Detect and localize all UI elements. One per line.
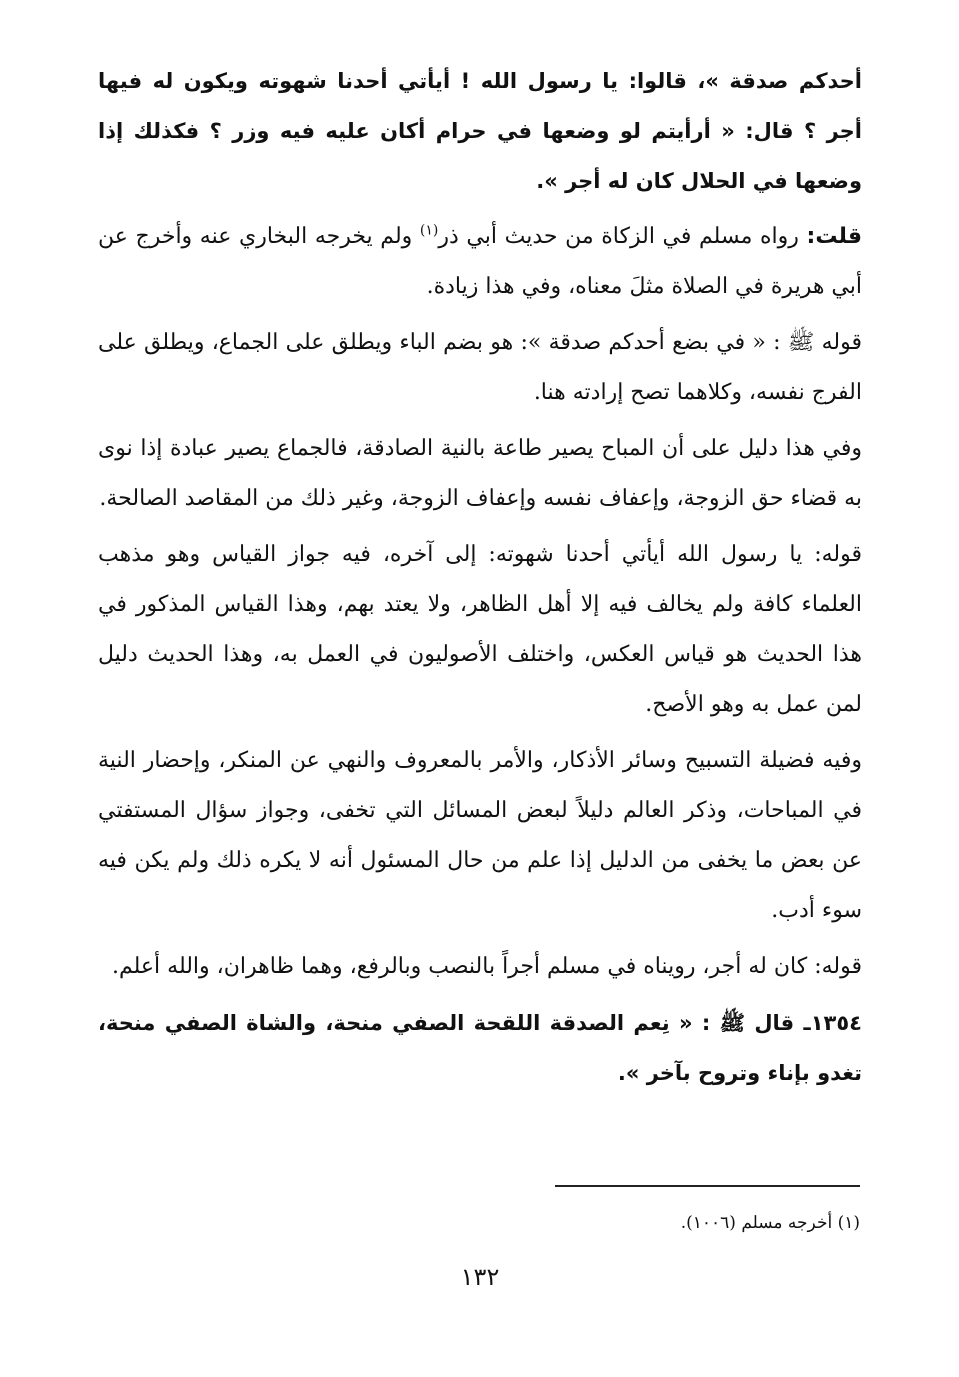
footnote-divider (555, 1185, 860, 1187)
footnote: (١) أخرجه مسلم (١٠٠٦). (680, 1213, 860, 1233)
commentary-source-paragraph (98, 212, 862, 312)
commentary-word-meaning: قوله ﷺ : « في بضع أحدكم صدقة »: هو بضم الباء ويطلق على الجماع، ويطلق على الفرج نفسه، وكلاهما تصح إرادته هنا. (98, 330, 862, 405)
commentary-benefits: وفيه فضيلة التسبيح وسائر الأذكار، والأمر بالمعروف والنهي عن المنكر، وإحضار النية في المباحات، وذكر العالم دليلاً لبعض المسائل التي تخفى، وجواز سؤال المستفتي عن بعض ما يخفى من الدليل إذا علم من حال المسئول أنه لا يكره ذلك ولم يكن فيه سوء أدب. (98, 748, 862, 923)
commentary-intention: وفي هذا دليل على أن المباح يصير طاعة بالنية الصادقة، فالجماع يصير عبادة إذا نوى به قضاء حق الزوجة، وإعفاف نفسه وإعفاف الزوجة، وغير ذلك من المقاصد الصالحة. (98, 436, 862, 511)
commentary-lead: قلت: (806, 224, 862, 249)
hadith-text-continued: أحدكم صدقة »، قالوا: يا رسول الله ! أيأتي أحدنا شهوته ويكون له فيها أجر ؟ قال: « أرأيتم لو وضعها في حرام أكان عليه فيه وزر ؟ فكذلك إذا وضعها في الحلال كان له أجر ». (98, 69, 862, 193)
commentary-source-text-after: ولم يخرجه البخاري عنه وأخرج عن أبي هريرة في الصلاة مثلَ معناه، وفي هذا زيادة. (98, 224, 862, 299)
page-number: ١٣٢ (460, 1263, 500, 1291)
footnote-reference: (١) (419, 222, 439, 239)
hadith-1354: ١٣٥٤ـ قال ﷺ : « نِعم الصدقة اللقحة الصفي منحة، والشاة الصفي منحة، تغدو بإناء وتروح بآخر ». (98, 1011, 862, 1085)
page-body (98, 56, 862, 1104)
commentary-analogy: قوله: يا رسول الله أيأتي أحدنا شهوته: إلى آخره، فيه جواز القياس وهو مذهب العلماء كافة ولم يخالف فيه إلا أهل الظاهر، ولا يعتد بهم، وهذا القياس المذكور في هذا الحديث هو قياس العكس، واختلف الأصوليون في العمل به، وهذا الحديث دليل لمن عمل به وهو الأصح. (98, 542, 862, 717)
commentary-grammar: قوله: كان له أجر، رويناه في مسلم أجراً بالنصب وبالرفع، وهما ظاهران، والله أعلم. (112, 954, 862, 979)
commentary-source-text: رواه مسلم في الزكاة من حديث أبي ذر (438, 224, 807, 249)
